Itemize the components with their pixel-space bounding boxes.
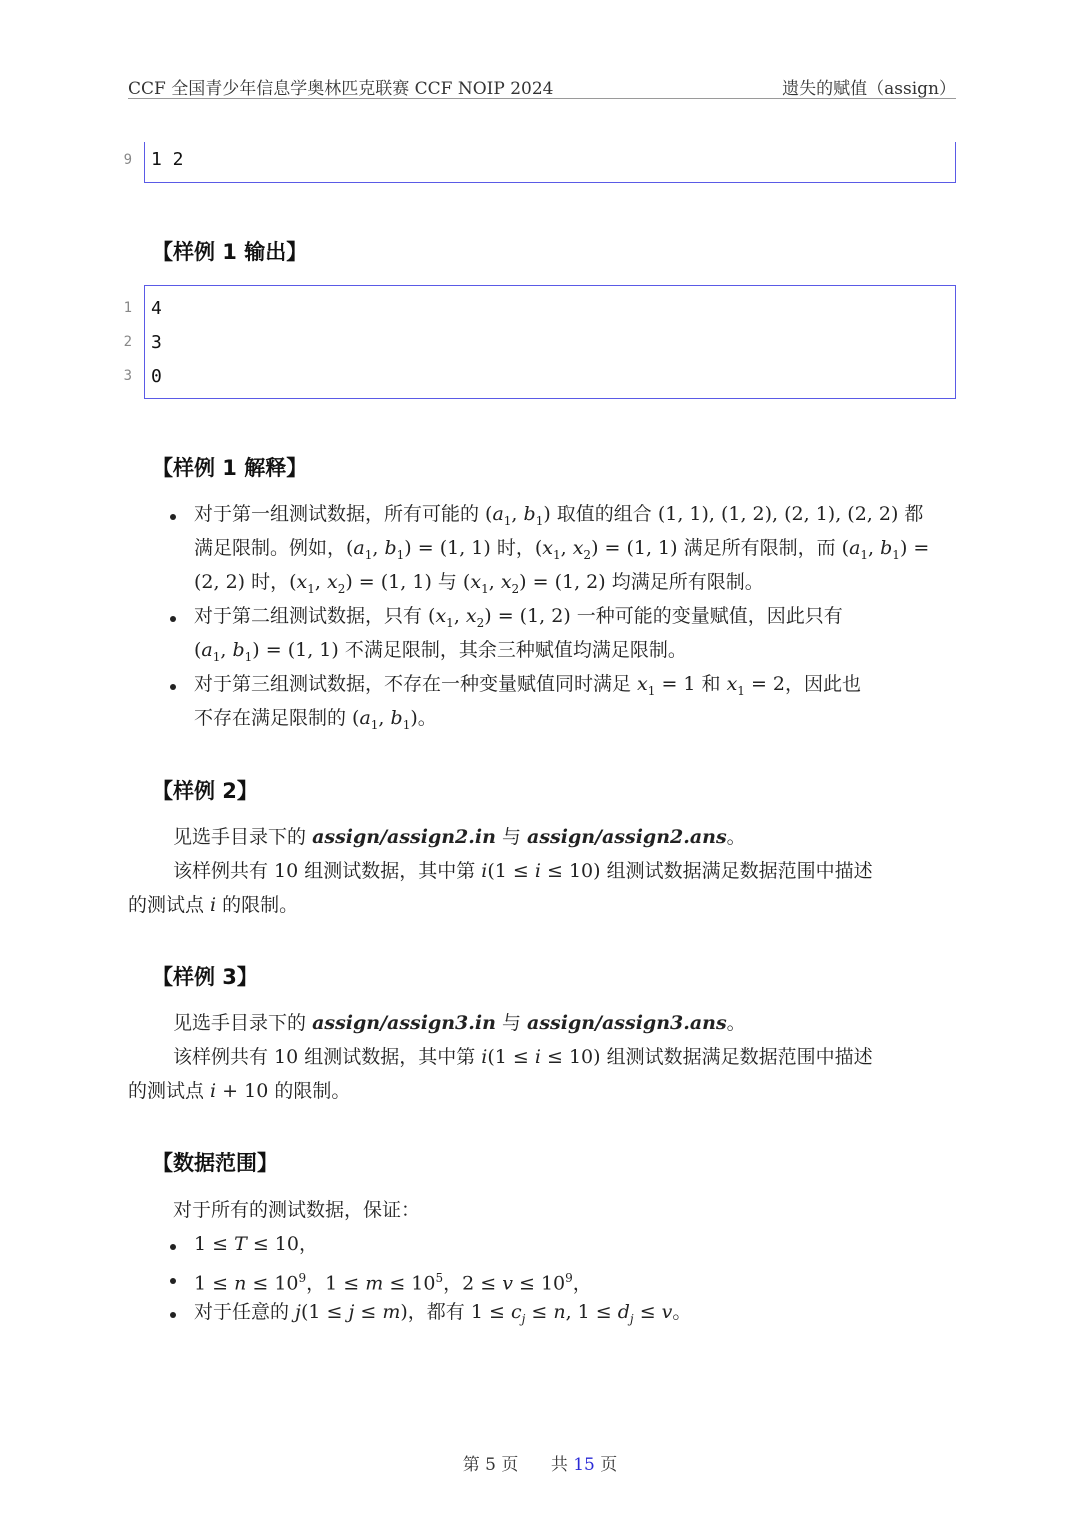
constraint-line: $1 \le n \le 10^9$，$1 \le m \le 10^5$，$2 \le v \le 10^9$， (194, 1271, 592, 1295)
sample2-period: 。 (726, 826, 746, 848)
sample2-file-line (173, 820, 746, 854)
sample3-see-text: 见选手目录下的 (173, 1012, 307, 1034)
sample3-and-text: 与 (501, 1012, 521, 1034)
sample3-desc-line: 的测试点 i + 10 的限制。 (128, 1080, 351, 1102)
bullet (170, 514, 176, 520)
sample2-desc-line: 的测试点 i 的限制。 (128, 894, 299, 916)
explain-line: 满足限制。例如，($a_1$, $b_1) = (1$, 1) 时，($x_1$, $x_2) = (1$, 1) 满足所有限制，而 ($a_1$, $b_1$) = (194, 537, 930, 562)
sample1-explain-heading: 【样例 1 解释】 (152, 456, 308, 480)
line-number: 9 (123, 152, 132, 168)
data-range-heading: 【数据范围】 (152, 1151, 278, 1175)
constraint-line: 对于任意的 j(1 ≤ j ≤ m)，都有 $1 \le c_j \le n$, $1 \le d_j \le v$。 (194, 1301, 692, 1326)
code-line: 0 (151, 366, 162, 387)
page-footer (0, 1450, 1080, 1475)
sample3-desc-line: 该样例共有 10 组测试数据，其中第 i(1 ≤ i ≤ 10) 组测试数据满足数据范围中描述 (173, 1046, 873, 1068)
code-line: 1 2 (151, 149, 184, 170)
sample2-and-text: 与 (501, 826, 521, 848)
sample3-file-line (173, 1006, 746, 1040)
explain-line: 不存在满足限制的 ($a_1$, $b_1$)。 (194, 707, 437, 732)
page-prefix: 第 (462, 1455, 480, 1475)
page-number: 5 (485, 1455, 496, 1475)
bullet (170, 1244, 176, 1250)
bullet (170, 1312, 176, 1318)
header-contest-title: CCF 全国青少年信息学奥林匹克联赛 CCF NOIP 2024 (128, 79, 554, 99)
code-line: 3 (151, 332, 162, 353)
explain-line: 对于第二组测试数据，只有 ($x_1$, $x_2) = (1$, 2) 一种可能的变量赋值，因此只有 (194, 605, 843, 630)
explain-line: 对于第三组测试数据，不存在一种变量赋值同时满足 $x_1 = 1$ 和 $x_1 = 2$，因此也 (194, 673, 862, 698)
explain-line: 对于第一组测试数据，所有可能的 ($a_1$, $b_1$) 取值的组合 (1, 1), (1, 2), (2, 1), (2, 2) 都 (194, 503, 924, 528)
sample2-input-file: assign/assign2.in (312, 826, 496, 848)
code-line: 4 (151, 298, 162, 319)
explain-line: (2, 2) 时，($x_1$, $x_2) = (1$, 1) 与 ($x_1$, $x_2) = (1$, 2) 均满足所有限制。 (194, 571, 764, 596)
constraint-line: 1 ≤ T ≤ 10， (194, 1233, 318, 1255)
bullet (170, 684, 176, 690)
sample1-output-heading: 【样例 1 输出】 (152, 240, 308, 264)
sample1-input-tail-box (144, 142, 956, 183)
sample2-answer-file: assign/assign2.ans (527, 826, 727, 848)
line-number: 2 (123, 334, 132, 350)
data-range-intro: 对于所有的测试数据，保证： (173, 1199, 421, 1221)
line-number: 3 (123, 368, 132, 384)
sample3-heading: 【样例 3】 (152, 965, 258, 989)
sample1-output-box (144, 285, 956, 399)
bullet (170, 1278, 176, 1284)
sample3-answer-file: assign/assign3.ans (527, 1012, 727, 1034)
sample2-see-text: 见选手目录下的 (173, 826, 307, 848)
bullet (170, 616, 176, 622)
sample3-period: 。 (726, 1012, 746, 1034)
page-header (128, 72, 956, 99)
total-suffix: 页 (600, 1455, 618, 1475)
sample2-heading: 【样例 2】 (152, 779, 258, 803)
page-suffix: 页 (501, 1455, 519, 1475)
total-prefix: 共 (550, 1455, 568, 1475)
explain-line: ($a_1$, $b_1) = (1$, 1) 不满足限制，其余三种赋值均满足限制。 (194, 639, 687, 664)
header-problem-title: 遗失的赋值（assign） (782, 79, 956, 99)
line-number: 1 (123, 300, 132, 316)
total-pages-link[interactable]: 15 (573, 1455, 595, 1475)
sample3-input-file: assign/assign3.in (312, 1012, 496, 1034)
sample2-desc-line: 该样例共有 10 组测试数据，其中第 i(1 ≤ i ≤ 10) 组测试数据满足数据范围中描述 (173, 860, 873, 882)
